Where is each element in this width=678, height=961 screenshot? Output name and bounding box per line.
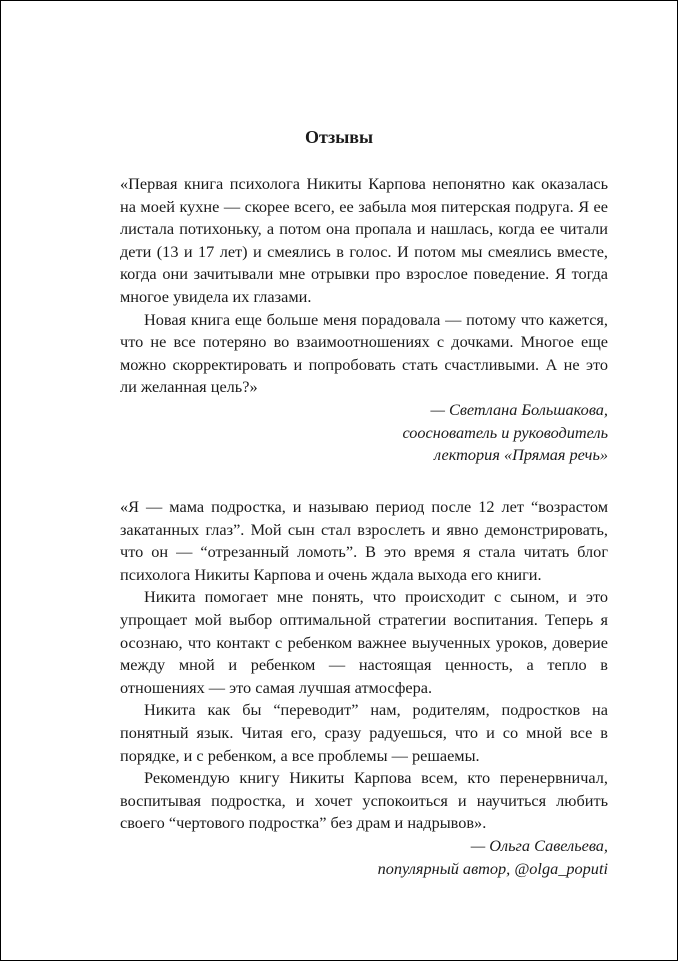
review-1-author: — Светлана Большакова, — [430, 399, 608, 419]
review-1-signature — [120, 399, 608, 467]
review-1 — [120, 173, 608, 467]
review-2-paragraph-1: «Я — мама подростка, и называю период после 12 лет “возрастом закатанных глаз”. Мой сын стал взрослеть и явно демонстрировать, что он — “отрезанный ломоть”. В это время я стала читать блог психолога Никиты Карпова и очень ждала выхода его книги. — [120, 497, 608, 584]
page-title: Отзывы — [304, 127, 374, 147]
review-1-paragraph-1: «Первая книга психолога Никиты Карпова непонятно как оказалась на моей кухне — скорее всего, ее забыла моя питерская подруга. Я ее листала потихоньку, а потом она пропала и нашлась, когда ее читали дети (13 и 17 лет) и смеялись в голос. И потом мы смеялись вместе, когда они зачитывали мне отрывки про взрослое поведение. Я тогда многое увидела их глазами. — [120, 174, 608, 306]
review-2-author-role: популярный автор, @olga_poputi — [377, 858, 608, 878]
review-1-author-org: лектория «Прямая речь» — [434, 445, 608, 465]
review-1-author-role: сооснователь и руководитель — [402, 422, 608, 442]
review-2-signature — [120, 835, 608, 880]
review-1-paragraph-2: Новая книга еще больше меня порадовала — потому что кажется, что не все потеряно во взаимоотношениях с дочками. Многое еще можно скорректировать и попробовать стать счастливыми. А не это ли желанная цель?» — [120, 309, 608, 397]
review-2-author: — Ольга Савельева, — [470, 835, 608, 855]
review-2-paragraph-4: Рекомендую книгу Никиты Карпова всем, кто перенервничал, воспитывая подростка, и хочет успокоиться и научиться любить своего “чертового подростка” без драм и надрывов». — [120, 768, 608, 833]
review-2 — [120, 496, 608, 880]
review-2-paragraph-3: Никита как бы “переводит” нам, родителям, подростков на понятный язык. Читая его, сразу радуешься, что и со мной все в порядке, и с ребенком, а все проблемы — решаемы. — [120, 700, 608, 765]
review-2-paragraph-2: Никита помогает мне понять, что происходит с сыном, и это упрощает мой выбор оптимальной стратегии воспитания. Теперь я осознаю, что контакт с ребенком важнее выученных уроков, доверие между мной и ребенком — настоящая ценность, а тепло в отношениях — это самая лучшая атмосфера. — [120, 587, 608, 697]
